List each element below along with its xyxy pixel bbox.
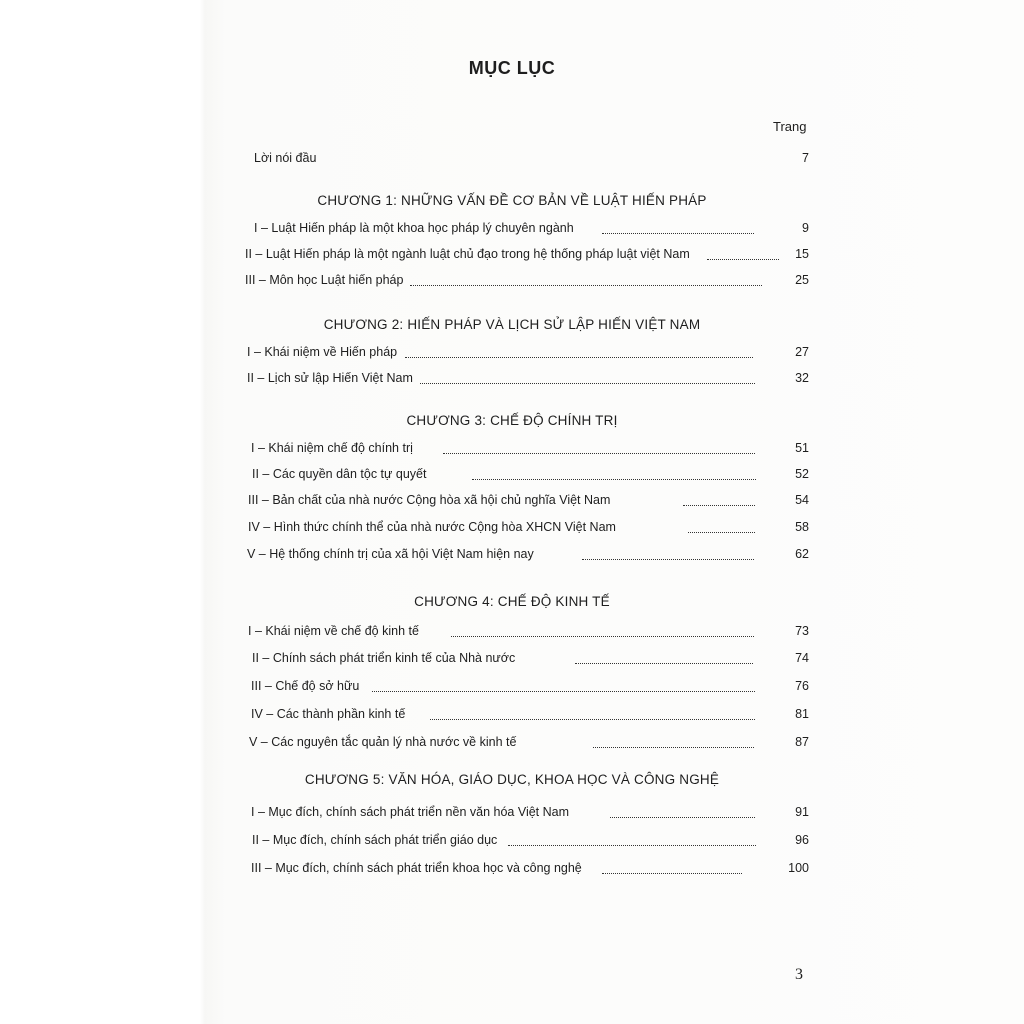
toc-entry-label: I – Mục đích, chính sách phát triển nền văn hóa Việt Nam (251, 805, 570, 819)
leader-dots (443, 443, 755, 454)
toc-entry-intro (0, 151, 1024, 169)
toc-entry-label: III – Bản chất của nhà nước Cộng hòa xã hội chủ nghĩa Việt Nam (248, 493, 611, 507)
toc-entry (0, 861, 1024, 879)
toc-entry-label: V – Hệ thống chính trị của xã hội Việt Nam hiện nay (247, 547, 534, 561)
leader-dots (707, 249, 779, 260)
toc-entry (0, 735, 1024, 753)
leader-dots (575, 653, 753, 664)
chapter-2-heading: CHƯƠNG 2: HIẾN PHÁP VÀ LỊCH SỬ LẬP HIẾN VIỆT NAM (323, 317, 701, 332)
toc-entry (0, 805, 1024, 823)
page-column-header: Trang (773, 119, 807, 134)
leader-dots (582, 549, 754, 560)
toc-entry (0, 345, 1024, 363)
toc-entry-label: III – Môn học Luật hiến pháp (245, 273, 404, 287)
toc-entry-page: 73 (795, 624, 809, 638)
leader-dots (508, 835, 756, 846)
leader-dots (683, 495, 755, 506)
chapter-5-heading: CHƯƠNG 5: VĂN HÓA, GIÁO DỤC, KHOA HỌC VÀ CÔNG NGHỆ (304, 772, 720, 787)
page-number: 3 (795, 966, 803, 983)
toc-entry-label: I – Khái niệm chế độ chính trị (251, 441, 413, 455)
toc-entry-label: Lời nói đầu (254, 151, 317, 165)
toc-entry-page: 54 (795, 493, 809, 507)
toc-entry-label: III – Mục đích, chính sách phát triển khoa học và công nghệ (251, 861, 582, 875)
page-title: MỤC LỤC (468, 58, 556, 78)
leader-dots (610, 807, 755, 818)
toc-entry-label: II – Mục đích, chính sách phát triển giáo dục (252, 833, 498, 847)
toc-entry-page: 96 (795, 833, 809, 847)
toc-entry-page: 15 (795, 247, 809, 261)
toc-entry (0, 371, 1024, 389)
toc-entry-label: II – Lịch sử lập Hiến Việt Nam (247, 371, 413, 385)
toc-entry-page: 25 (795, 273, 809, 287)
toc-entry-page: 7 (802, 151, 809, 165)
toc-entry-label: I – Khái niệm về Hiến pháp (247, 345, 398, 359)
toc-entry (0, 247, 1024, 265)
toc-entry (0, 493, 1024, 511)
leader-dots (420, 373, 755, 384)
toc-entry-page: 87 (795, 735, 809, 749)
leader-dots (602, 863, 742, 874)
toc-entry (0, 833, 1024, 851)
toc-entry-page: 9 (802, 221, 809, 235)
toc-entry (0, 547, 1024, 565)
toc-entry (0, 467, 1024, 485)
leader-dots (451, 626, 754, 637)
toc-entry-label: IV – Các thành phần kinh tế (251, 707, 406, 721)
toc-entry-label: V – Các nguyên tắc quản lý nhà nước về kinh tế (249, 735, 517, 749)
leader-dots (405, 347, 753, 358)
toc-entry (0, 707, 1024, 725)
leader-dots (472, 469, 756, 480)
chapter-3-heading: CHƯƠNG 3: CHẾ ĐỘ CHÍNH TRỊ (406, 413, 618, 428)
toc-entry (0, 221, 1024, 239)
toc-entry-label: II – Luật Hiến pháp là một ngành luật chủ đạo trong hệ thống pháp luật việt Nam (245, 247, 690, 261)
toc-entry (0, 624, 1024, 642)
toc-entry-page: 58 (795, 520, 809, 534)
toc-entry-label: II – Các quyền dân tộc tự quyết (252, 467, 427, 481)
toc-entry-label: I – Khái niệm về chế độ kinh tế (248, 624, 419, 638)
toc-entry-label: II – Chính sách phát triển kinh tế của Nhà nước (252, 651, 516, 665)
leader-dots (372, 681, 755, 692)
toc-entry-page: 76 (795, 679, 809, 693)
leader-dots (430, 709, 755, 720)
toc-entry-page: 81 (795, 707, 809, 721)
toc-entry (0, 441, 1024, 459)
toc-entry-label: III – Chế độ sở hữu (251, 679, 360, 693)
toc-entry-page: 51 (795, 441, 809, 455)
leader-dots (593, 737, 754, 748)
toc-entry-label: I – Luật Hiến pháp là một khoa học pháp lý chuyên ngành (254, 221, 574, 235)
toc-entry (0, 273, 1024, 291)
toc-entry-page: 27 (795, 345, 809, 359)
toc-entry-page: 100 (788, 861, 809, 875)
leader-dots (410, 275, 762, 286)
leader-dots (688, 522, 755, 533)
toc-entry-page: 91 (795, 805, 809, 819)
chapter-4-heading: CHƯƠNG 4: CHẾ ĐỘ KINH TẾ (414, 594, 610, 609)
toc-entry-page: 62 (795, 547, 809, 561)
toc-entry-page: 52 (795, 467, 809, 481)
chapter-1-heading: CHƯƠNG 1: NHỮNG VẤN ĐỀ CƠ BẢN VỀ LUẬT HIẾN PHÁP (317, 193, 707, 208)
toc-entry (0, 679, 1024, 697)
toc-entry (0, 520, 1024, 538)
toc-entry (0, 651, 1024, 669)
toc-entry-label: IV – Hình thức chính thể của nhà nước Cộng hòa XHCN Việt Nam (248, 520, 616, 534)
leader-dots (602, 223, 754, 234)
toc-entry-page: 32 (795, 371, 809, 385)
toc-entry-page: 74 (795, 651, 809, 665)
